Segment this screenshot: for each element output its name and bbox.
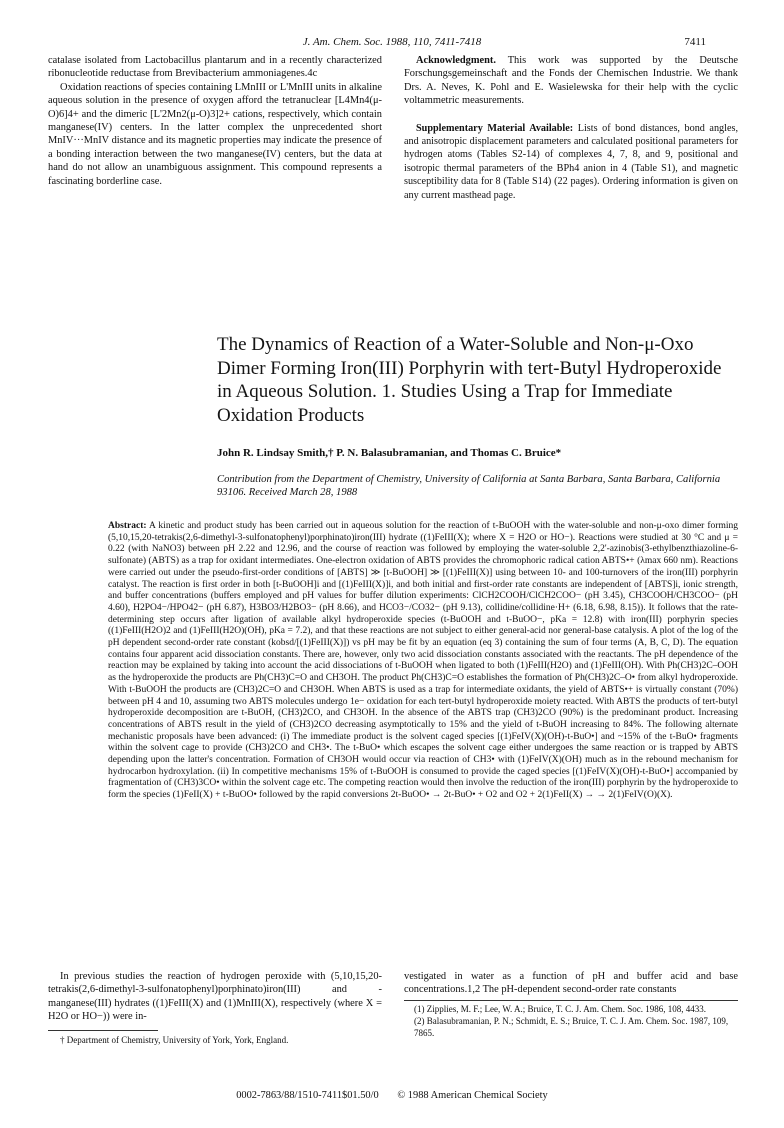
abstract xyxy=(108,521,738,802)
reference-1: (1) Zipplies, M. F.; Lee, W. A.; Bruice, T. C. J. Am. Chem. Soc. 1986, 108, 4433. xyxy=(414,1004,706,1014)
supplementary-text: Lists of bond distances, bond angles, and anisotropic displacement parameters and calculated positional parameters for hydrogen atoms (Tables S2-14) of complexes 4, 7, 8, and 9, positional and isotropic thermal parameters of the BPh4 anion in 4 (Table S1), and magnetic susceptibility data for 8 (Table S14) (22 pages). Ordering information is given on any current masthead page. xyxy=(404,122,739,201)
prev-article-left-column xyxy=(48,54,382,188)
supplementary-paragraph xyxy=(404,122,738,202)
page-number: 7411 xyxy=(684,36,706,48)
acknowledgment-label: Acknowledgment. xyxy=(416,55,496,66)
intro-right-column xyxy=(404,970,738,997)
abstract-label: Abstract: xyxy=(108,521,147,531)
article-code: 0002-7863/88/1510-7411$01.50/0 xyxy=(236,1090,379,1101)
journal-header: J. Am. Chem. Soc. 1988, 110, 7411-7418 xyxy=(302,36,482,48)
references-rule xyxy=(404,1000,738,1001)
copyright: © 1988 American Chemical Society xyxy=(397,1090,548,1101)
article-title: The Dynamics of Reaction of a Water-Soluble and Non-μ-Oxo Dimer Forming Iron(III) Porphyrin with tert-Butyl Hydroperoxide in Aqueous Solution. 1. Studies Using a Trap for Immediate Oxidation Products xyxy=(217,334,722,426)
prev-paragraph-2: Oxidation reactions of species containing LMnIII or L'MnIII units in alkaline aqueous solution in the presence of oxygen afford the tetranuclear [L4Mn4(μ-O)6]4+ and the dimeric [L'2Mn2(μ-O)3]2+ cations, respectively, which contain manganese(IV) centers. In the latter complex the unprecedented short MnIV···MnIV distance and its magnetic properties may indicate the presence of a bonding interaction between the two manganese(IV) centers, but the data at hand do not allow an unambiguous assignment. This compound represents a fascinating borderline case. xyxy=(48,81,382,187)
prev-paragraph-1: catalase isolated from Lactobacillus plantarum and in a recently characterized ribonucleotide reductase from Brevibacterium ammoniagenes.4c xyxy=(48,55,382,80)
footnote-rule-left xyxy=(48,1030,158,1031)
reference-2: (2) Balasubramanian, P. N.; Schmidt, E. S.; Bruice, T. C. J. Am. Chem. Soc. 1987, 109, 7865. xyxy=(414,1016,729,1038)
supplementary-label: Supplementary Material Available: xyxy=(416,122,574,134)
page-footer xyxy=(0,1090,784,1101)
article-affiliation: Contribution from the Department of Chemistry, University of California at Santa Barbara, Santa Barbara, California 93106. Received March 28, 1988 xyxy=(217,474,721,499)
dagger-footnote: † Department of Chemistry, University of York, York, England. xyxy=(60,1035,289,1045)
abstract-text: A kinetic and product study has been carried out in aqueous solution for the reaction of t-BuOOH with the water-soluble and non-μ-oxo dimer forming (5,10,15,20-tetrakis(2,6-dimethyl-3-sulfonatophenyl)porphinato)iron(III) hydrate ((1)FeIII(X); where X = H2O or HO−). Reactions were studied at 30 °C and μ = 0.22 (with NaNO3) between pH 2.22 and 12.96, and the course of reaction was followed by employing the water-soluble 2,2'-azinobis(3-ethylbenzthiazoline-6-sulfonate) (ABTS) as a trap for oxidant intermediates. One-electron oxidation of ABTS provides the chromophoric radical cation ABTS•+ (λmax 660 nm). Reactions were carried out under the pseudo-first-order conditions of [ABTS] ≫ [t-BuOOH] ≫ [(1)FeIII(X)] using between 10- and 100-turnovers of the iron(III) porphyrin catalyst. The reaction is first order in both [t-BuOOH]i and [(1)FeIII(X)]i, and both initial and first-order rate constants are independent of [ABTS]i, ionic strength, and buffer concentrations (buffers employed and pH values for buffer dilution experiments: ClCH2COOH/ClCH2COO− (pH 3.45), CH3COOH/CH3COO− (pH 4.60), H2PO4−/HPO42− (pH 6.87), H3BO3/H2BO3− (pH 8.66), and HCO3−/CO32− (pH 9.13), collidine/collidine·H+ (6.18, 6.98, 8.15)). It follows that the rate-determining step occurs after ligation of available alkyl hydroperoxide species (t-BuOOH and t-BuOO−, pKa = 12.8) with iron(III) porphyrin species ((1)FeIII(H2O)2 and (1)FeIII(H2O)(OH), pKa = 7.2), and that these reactions are not subject to either general-acid nor general-base catalysis. A plot of the log of the pH dependent second-order rate constant (kobsd/[(1)FeIII(X)]) vs pH may be fit by an equation (eq 3) containing the sum of four terms (A, B, C, D). The equation contains four apparent acid dissociation constants. There are, however, only two acid dissociation constants associated with the reactants. The pH dependence of the reaction may be explained by taking into account the acid dissociations of t-BuOOH when ligated to both (1)FeIII(H2O) and (1)FeIII(OH). With Ph(CH3)2C–OOH as the hydroperoxide the products are Ph(CH3)C=O and CH3OH. The product Ph(CH3)C=O establishes the formation of Ph(CH3)2C–O• from alkyl hydroperoxide. With t-BuOOH the products are (CH3)2C=O and CH3OH. When ABTS is used as a trap for intermediate oxidants, the yield of ABTS•+ is virtually constant (70%) between pH 4 and 10, assuming two ABTS molecules undergo 1e− oxidation for each tert-butyl hydroperoxide moiety reacted. With ABTS the products of tert-butyl hydroperoxide decomposition are t-BuOH, (CH3)2CO, and CH3OH. In the absence of the ABTS trap (CH3)2CO (90%) is the predominant product. Increasing concentrations of ABTS result in the yield of (CH3)2CO decreasing asymptotically to 15% and the yield of t-BuOH increasing to 84%. The following alternate mechanistic proposals have been advanced: (i) The immediate product is the solvent caged species [(1)FeIV(X)(OH)-t-BuO•] and ~15% of the t-BuO• fragments within the solvent cage to provide (CH3)2CO and CH3•. The t-BuO• which escapes the solvent cage either undergoes the same reaction or is trapped by ABTS depending upon the latter's concentration. Formation of CH3OH would occur via reaction of CH3• with (1)FeIV(X)(OH) much as in the rebound mechanism for hydrocarbon hydroxylation. (ii) In competitive mechanisms 15% of t-BuOOH is consumed to provide the caged species [(1)FeIV(X)(OH)-t-BuO•] accompanied by fragmentation of (CH3)3CO• within the solvent cage etc. The competing reaction would then involve the reduction of the iron(III) porphyrin by the hydroperoxide to form the species (1)FeII(X) + t-BuOO• followed by the rapid conversions 2t-BuOO• → 2t-BuO• + O2 and O2 + 2(1)FeII(X) → → 2(1)FeIV(O)(X). xyxy=(108,521,738,801)
article-authors: John R. Lindsay Smith,† P. N. Balasubramanian, and Thomas C. Bruice* xyxy=(217,447,562,459)
prev-article-right-column xyxy=(404,54,738,202)
intro-left-text: In previous studies the reaction of hydrogen peroxide with (5,10,15,20-tetrakis(2,6-dimethyl-3-sulfonatophenyl)porphinato)iron(III) and -manganese(III) hydrates ((1)FeIII(X) and (1)MnIII(X), respectively (where X = H2O or HO−)) were in- xyxy=(48,971,382,1023)
acknowledgment-paragraph xyxy=(404,54,738,108)
references xyxy=(414,1004,738,1040)
intro-right-text: vestigated in water as a function of pH and buffer acid and base concentrations.1,2 The pH-dependent second-order rate constants xyxy=(404,971,738,996)
acknowledgment-text: This work was supported by the Deutsche Forschungsgemeinschaft and the Fonds der Chemischen Industrie. We thank Drs. A. Neves, K. Pohl and E. Wasielewska for their help with the cyclic voltammetric measurements. xyxy=(404,55,738,107)
intro-left-column xyxy=(48,970,382,1024)
